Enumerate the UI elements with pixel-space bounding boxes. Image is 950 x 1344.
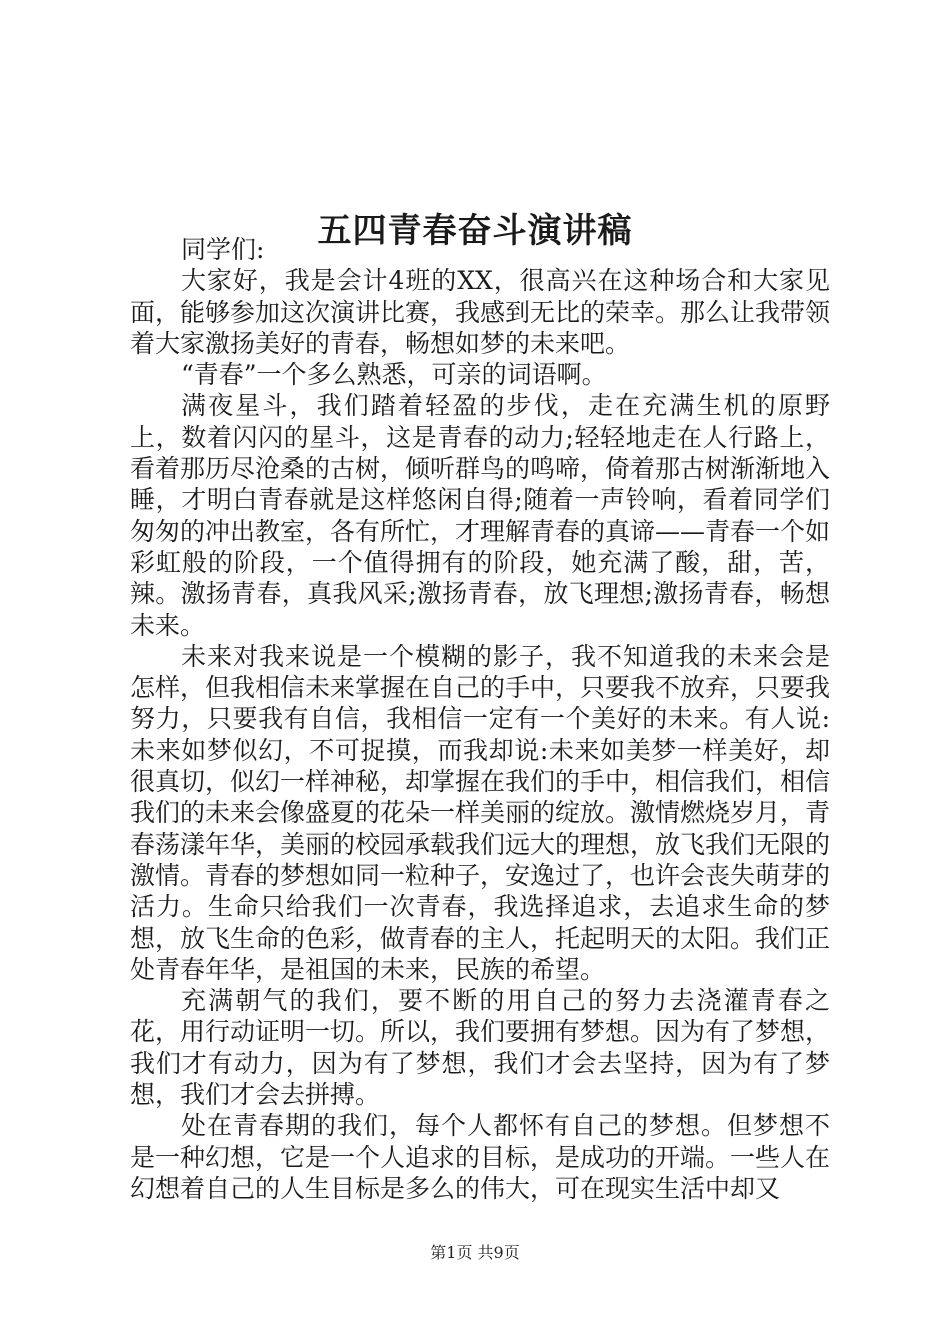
paragraph-adolescence: 处在青春期的我们，每个人都怀有自己的梦想。但梦想不是一种幻想，它是一个人追求的目标，是成功的开端。一些人在幻想着自己的人生目标是多么的伟大，可在现实生活中却又 [130, 1111, 831, 1203]
paragraph-future: 未来对我来说是一个模糊的影子，我不知道我的未来会是怎样，但我相信未来掌握在自己的手中，只要我不放弃，只要我努力，只要我有自信，我相信一定有一个美好的未来。有人说:未来如梦似幻，不可捉摸，而我却说:未来如美梦一样美好，却很真切，似幻一样神秘，却掌握在我们的手中，相信我们，相信我们的未来会像盛夏的花朵一样美丽的绽放。激情燃烧岁月，青春荡漾年华，美丽的校园承载我们远大的理想，放飞我们无限的激情。青春的梦想如同一粒种子，安逸过了，也许会丧失萌芽的活力。生命只给我们一次青春，我选择追求，去追求生命的梦想，放飞生命的色彩，做青春的主人，托起明天的太阳。我们正处青春年华，是祖国的未来，民族的希望。 [130, 641, 831, 984]
paragraph-youth-word: “青春”一个多么熟悉，可亲的词语啊。 [181, 360, 607, 390]
document-body [130, 234, 830, 1204]
paragraph-starry-night: 满夜星斗，我们踏着轻盈的步伐，走在充满生机的原野上，数着闪闪的星斗，这是青春的动力;轻轻地走在人行路上，看着那历尽沧桑的古树，倾听群鸟的鸣啼，倚着那古树渐渐地入睡，才明白青春就是这样悠闲自得;随着一声铃响，看着同学们匆匆的冲出教室，各有所忙，才理解青春的真谛——青春一个如彩虹般的阶段，一个值得拥有的阶段，她充满了酸，甜，苦，辣。激扬青春，真我风采;激扬青春，放飞理想;激扬青春，畅想未来。 [130, 391, 831, 640]
paragraph-introduction: 大家好，我是会计4班的XX，很高兴在这种场合和大家见面，能够参加这次演讲比赛，我感到无比的荣幸。那么让我带领着大家激扬美好的青春，畅想如梦的未来吧。 [130, 266, 831, 358]
page-footer: 第1页 共9页 [430, 1243, 520, 1262]
document-title: 五四青春奋斗演讲稿 [317, 210, 633, 251]
paragraph-greeting: 同学们: [181, 235, 265, 264]
paragraph-dreams: 充满朝气的我们，要不断的用自己的努力去浇灌青春之花，用行动证明一切。所以，我们要拥有梦想。因为有了梦想，我们才有动力，因为有了梦想，我们才会去坚持，因为有了梦想，我们才会去拼搏。 [130, 986, 831, 1110]
